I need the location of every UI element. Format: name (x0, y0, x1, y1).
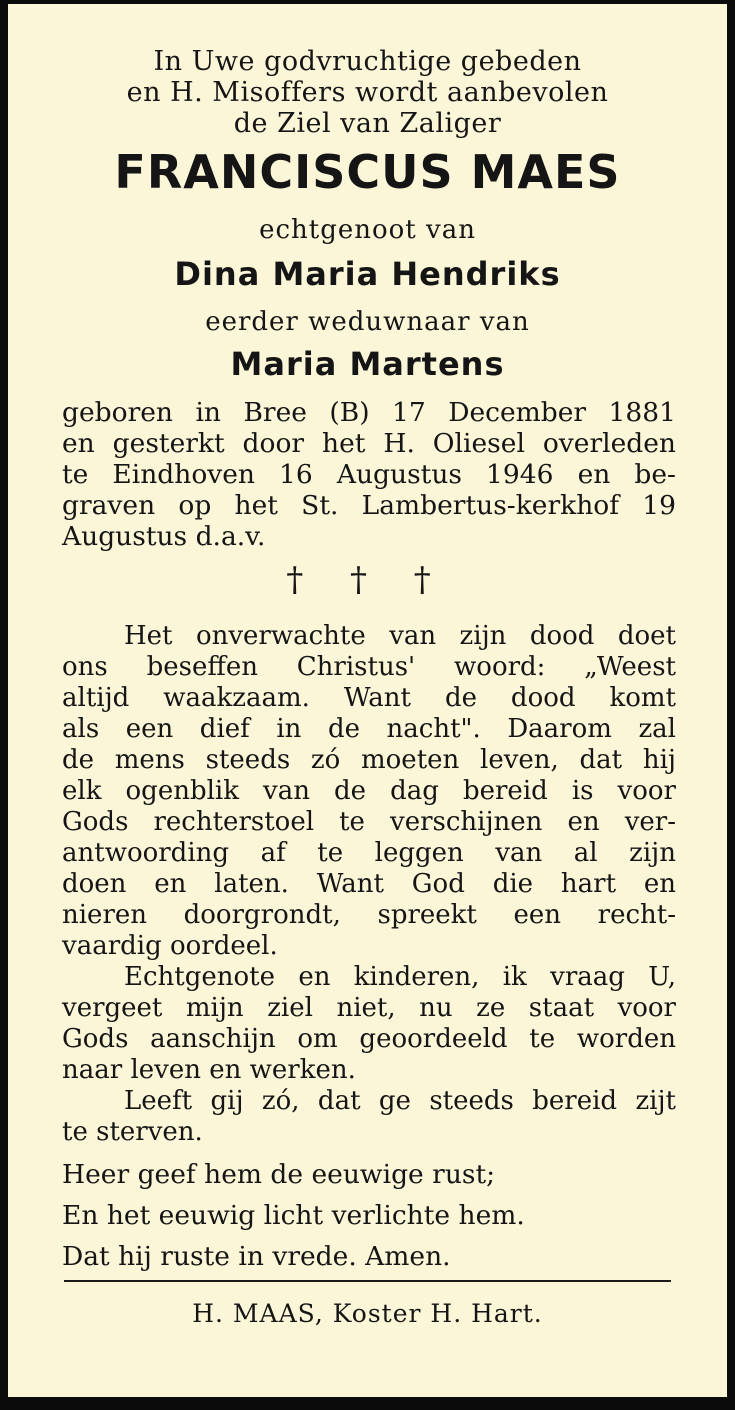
text-line: nieren doorgrondt, spreekt een recht- (62, 900, 676, 930)
text-line: de mens steeds zó moeten leven, dat hij (62, 745, 676, 775)
intro-line: de Ziel van Zaliger (233, 108, 502, 139)
intro-line: en H. Misoffers wordt aanbevolen (126, 77, 609, 108)
crosses-ornament: † † † (286, 560, 449, 600)
spouse-name: Dina Maria Hendriks (174, 255, 561, 293)
paragraph-2 (62, 962, 676, 1086)
text-line: ons beseffen Christus' woord: „Weest (62, 652, 676, 682)
text-line: Gods aanschijn om geoordeeld te worden (62, 1024, 676, 1054)
deceased-name: FRANCISCUS MAES (114, 145, 621, 199)
text-line: vergeet mijn ziel niet, nu ze staat voor (62, 993, 676, 1023)
text-line: als een dief in de nacht". Daarom zal (62, 714, 676, 744)
first-wife-name: Maria Martens (230, 345, 505, 383)
paragraph-3 (62, 1086, 676, 1148)
memorial-card (8, 4, 727, 1397)
detail-line: en gesterkt door het H. Oliesel overleden (62, 428, 676, 459)
closing-prayer (62, 1154, 676, 1277)
prayer-line: En het eeuwig licht verlichte hem. (62, 1200, 525, 1231)
widower-label: eerder weduwnaar van (205, 307, 530, 337)
prayer-line: Heer geef hem de eeuwige rust; (62, 1159, 496, 1190)
text-line: doen en laten. Want God die hart en (62, 869, 676, 899)
printer-credit: H. MAAS, Koster H. Hart. (192, 1299, 543, 1328)
text-line: antwoording af te leggen van al zijn (62, 838, 676, 868)
prayer-line: Dat hij ruste in vrede. Amen. (62, 1241, 451, 1272)
text-line: Leeft gij zó, dat ge steeds bereid zijt (124, 1086, 676, 1116)
detail-line: te Eindhoven 16 Augustus 1946 en be- (62, 459, 676, 490)
divider (64, 1280, 671, 1282)
life-details (62, 397, 676, 552)
intro-text (8, 46, 727, 139)
detail-line: geboren in Bree (B) 17 December 1881 (62, 397, 676, 428)
text-line: naar leven en werken. (62, 1055, 356, 1085)
spouse-label: echtgenoot van (259, 215, 476, 245)
text-line: altijd waakzaam. Want de dood komt (62, 683, 676, 713)
detail-line: Augustus d.a.v. (62, 521, 266, 552)
text-line: elk ogenblik van de dag bereid is voor (62, 776, 676, 806)
intro-line: In Uwe godvruchtige gebeden (153, 46, 582, 77)
text-line: Echtgenote en kinderen, ik vraag U, (124, 962, 676, 992)
text-line: Gods rechterstoel te verschijnen en ver- (62, 807, 676, 837)
text-line: vaardig oordeel. (62, 931, 278, 961)
paragraph-1 (62, 621, 676, 962)
text-line: te sterven. (62, 1117, 203, 1147)
detail-line: graven op het St. Lambertus-kerkhof 19 (62, 490, 676, 521)
text-line: Het onverwachte van zijn dood doet (124, 621, 676, 651)
